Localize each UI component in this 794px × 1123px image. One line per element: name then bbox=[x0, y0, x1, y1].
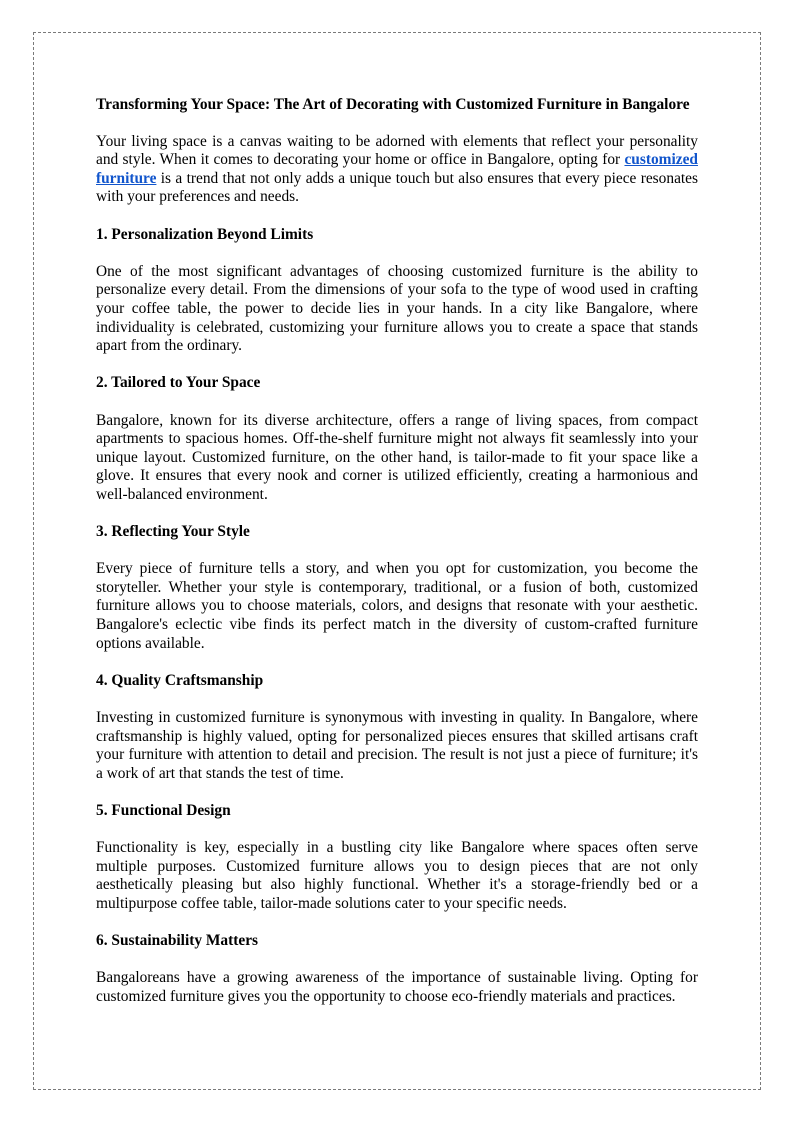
intro-text-after-link: is a trend that not only adds a unique touch but also ensures that every piece resonates with your preferences and needs. bbox=[96, 169, 698, 206]
section-body-style: Every piece of furniture tells a story, and when you opt for customization, you become the storyteller. Whether your style is contemporary, traditional, or a fusion of both, customized furniture allows you to choose materials, colors, and designs that resonate with your aesthetic. Bangalore's eclectic vibe finds its perfect match in the diversity of custom-crafted furniture options available. bbox=[96, 560, 698, 652]
section-body-quality: Investing in customized furniture is synonymous with investing in quality. In Bangalore, where craftsmanship is highly valued, opting for personalized pieces ensures that skilled artisans craft your furniture with attention to detail and precision. The result is not just a piece of furniture; it's a work of art that stands the test of time. bbox=[96, 709, 698, 782]
section-body-tailored: Bangalore, known for its diverse architecture, offers a range of living spaces, from compact apartments to spacious homes. Off-the-shelf furniture might not always fit seamlessly into your unique layout. Customized furniture, on the other hand, is tailor-made to fit your space like a glove. It ensures that every nook and corner is utilized efficiently, creating a harmonious and well-balanced environment. bbox=[96, 411, 698, 503]
section-body-sustainability: Bangaloreans have a growing awareness of the importance of sustainable living. Opting for customized furniture gives you the opportunity to choose eco-friendly materials and practices. bbox=[96, 969, 698, 1005]
section-heading-functional: 5. Functional Design bbox=[96, 801, 231, 819]
section-body-functional: Functionality is key, especially in a bustling city like Bangalore where spaces often serve multiple purposes. Customized furniture allows you to design pieces that are not only aesthetically pleasing but also highly functional. Whether it's a storage-friendly bed or a multipurpose coffee table, tailor-made solutions cater to your specific needs. bbox=[96, 839, 698, 912]
section-heading-sustainability: 6. Sustainability Matters bbox=[96, 932, 259, 950]
section-heading-tailored: 2. Tailored to Your Space bbox=[96, 374, 261, 392]
document-title: Transforming Your Space: The Art of Decorating with Customized Furniture in Bangalore bbox=[96, 96, 690, 113]
section-heading-style: 3. Reflecting Your Style bbox=[96, 523, 250, 541]
section-heading-personalization: 1. Personalization Beyond Limits bbox=[96, 225, 314, 243]
section-heading-quality: 4. Quality Craftsmanship bbox=[96, 671, 264, 689]
section-body-personalization: One of the most significant advantages of choosing customized furniture is the ability to personalize every detail. From the dimensions of your sofa to the type of wood used in crafting your coffee table, the power to decide lies in your hands. In a city like Bangalore, where individuality is celebrated, customizing your furniture allows you to create a space that stands apart from the ordinary. bbox=[96, 262, 698, 355]
customized-furniture-link[interactable]: customized furniture bbox=[96, 151, 698, 187]
intro-paragraph bbox=[96, 133, 698, 207]
document-body bbox=[96, 96, 698, 1025]
intro-text-before-link: Your living space is a canvas waiting to be adorned with elements that reflect your personality and style. When it comes to decorating your home or office in Bangalore, opting for bbox=[96, 132, 698, 169]
